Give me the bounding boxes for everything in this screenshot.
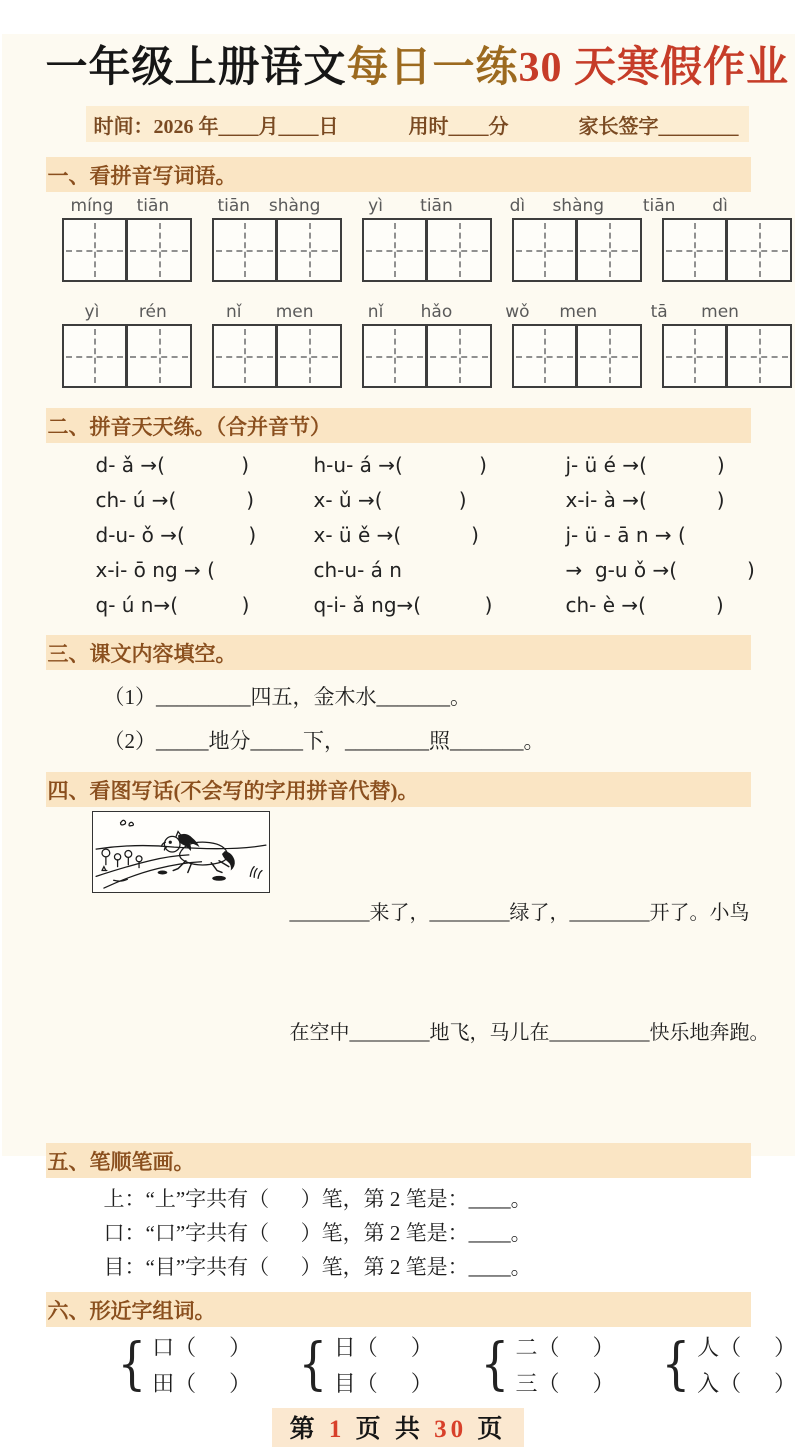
total-pages: 30 [434,1416,468,1443]
section-5-header: 五、笔顺笔画。 [46,1143,751,1178]
syllable-merge-item: ch- ú →( ) [95,488,255,512]
pinyin-syllable: men [559,302,598,322]
writing-cell [577,324,642,388]
brace-icon: { [662,1332,691,1397]
writing-box-pair [512,324,642,388]
page-footer [46,1408,751,1447]
pinyin-syllable: wǒ [505,302,530,322]
syllable-merge-item: h-u- á →( ) [313,453,487,477]
syllable-merge-item: ch-u- á n [313,558,402,582]
pinyin-pair [345,196,467,216]
pinyin-syllable: men [701,302,739,322]
writing-box-pair [62,324,192,388]
footer-suffix: 页 [467,1416,507,1443]
writing-cell [727,218,792,282]
syllable-merge-item: x- ü ě →( ) [313,523,479,547]
page-number: 1 [328,1416,346,1443]
fill-blank-line: ________来了，________绿了，________开了。小鸟 [289,902,750,924]
pinyin-syllable: tā [650,302,668,322]
section-2-header: 二、拼音天天练。（合并音节） [46,408,751,443]
syllable-merge-item: q-i- ǎ ng→( ) [313,593,493,617]
character-pair-column [515,1331,614,1398]
fill-blank-line: （1）_________四五，金木水_______。 [103,685,471,709]
pinyin-pair [203,196,325,216]
writing-box-row-2 [46,324,751,388]
character-pair-group [658,1331,796,1398]
horse-scene-illustration [92,811,270,893]
pinyin-row-1 [46,196,751,216]
pinyin-syllable: nǐ [226,302,242,322]
section-1-header: 一、看拼音写词语。 [46,157,751,192]
writing-box-pair [212,218,342,282]
brace-icon: { [117,1332,146,1397]
writing-cell [127,324,192,388]
pinyin-syllable: tiān [136,196,170,216]
writing-box-pair [512,218,642,282]
pinyin-pair [203,302,325,322]
syllable-merge-item: d-u- ǒ →( ) [95,523,257,547]
section-3-header: 三、课文内容填空。 [46,635,751,670]
word-blank: 三（ ） [515,1371,615,1396]
writing-cell [662,324,727,388]
writing-cell [277,218,342,282]
writing-cell [577,218,642,282]
pinyin-pair [62,302,184,322]
writing-box-pair [662,218,792,282]
word-blank: 入（ ） [697,1371,796,1396]
pinyin-syllable: shàng [552,196,605,216]
character-pair-group [114,1331,252,1398]
writing-cell [277,324,342,388]
pinyin-syllable: rén [138,302,167,322]
syllable-merge-item: x-i- à →( ) [565,488,725,512]
footer-prefix: 第 [289,1416,329,1443]
similar-character-groups [46,1331,796,1398]
writing-cell [362,218,427,282]
stroke-order-line: 口：“口”字共有（ ）笔，第 2 笔是：____。 [103,1221,532,1245]
character-pair-column [152,1331,251,1398]
syllable-merge-item: ch- è →( ) [565,593,724,617]
syllable-merge-item: x- ǔ →( ) [313,488,467,512]
word-blank: 日（ ） [333,1335,433,1360]
pinyin-syllable: shàng [268,196,321,216]
word-blank: 目（ ） [333,1371,433,1396]
writing-cell [427,324,492,388]
pinyin-syllable: tiān [217,196,251,216]
writing-box-pair [212,324,342,388]
syllable-merge-item: x-i- ō ng → ( [95,558,215,582]
pinyin-pair [345,302,467,322]
title-part-daily-practice: 每日一练 [346,45,519,91]
brace-icon: { [480,1332,509,1397]
writing-cell [727,324,792,388]
character-pair-column [334,1331,433,1398]
writing-cell [212,218,277,282]
writing-cell [427,218,492,282]
character-pair-group [477,1331,615,1398]
fill-blank-line: （2）_____地分_____下，________照_______。 [103,729,545,753]
pinyin-syllable: tiān [642,196,676,216]
pinyin-syllable: dì [712,196,728,216]
fill-blank-line: 在空中________地飞，马儿在__________快乐地奔跑。 [289,1022,770,1044]
word-blank: 田（ ） [152,1371,252,1396]
syllable-merge-item: q- ú n→( ) [95,593,250,617]
writing-box-pair [362,324,492,388]
title-part-grade: 一年级上册语文 [45,45,347,91]
pinyin-pair [629,302,751,322]
picture-writing-block [46,811,770,1133]
pinyin-syllable: men [275,302,314,322]
pinyin-syllable: dì [509,196,526,216]
writing-box-pair [662,324,792,388]
stroke-order-line: 上：“上”字共有（ ）笔，第 2 笔是：____。 [103,1187,532,1211]
writing-cell [62,324,127,388]
pinyin-syllable: nǐ [367,302,384,322]
writing-cell [212,324,277,388]
syllable-merge-item: → g-u ǒ →( ) [565,558,755,582]
character-pair-column [697,1331,796,1398]
meta-duration: 用时____分 [408,116,509,138]
pinyin-pair [487,196,609,216]
pinyin-row-2 [46,302,751,322]
stroke-order-line: 目：“目”字共有（ ）笔，第 2 笔是：____。 [103,1255,532,1279]
word-blank: 口（ ） [152,1335,252,1360]
pinyin-pair [487,302,609,322]
character-pair-group [295,1331,433,1398]
pinyin-syllable: yì [368,196,383,216]
syllable-merge-grid [46,453,755,617]
worksheet-title [45,34,790,94]
syllable-merge-item: j- ü é →( ) [565,453,725,477]
meta-signature: 家长签字________ [578,116,739,138]
pinyin-syllable: hǎo [420,302,453,322]
writing-box-pair [62,218,192,282]
pinyin-syllable: yì [84,302,100,322]
footer-mid: 页 共 [345,1416,435,1443]
picture-writing-lines [290,811,770,1133]
pinyin-pair [62,196,184,216]
pinyin-pair [629,196,751,216]
syllable-merge-item: j- ü - ā n → ( [565,523,686,547]
writing-cell [512,324,577,388]
writing-cell [512,218,577,282]
page-indicator [272,1408,525,1447]
syllable-merge-item: d- ǎ →( ) [95,453,250,477]
pinyin-syllable: tiān [420,196,453,216]
writing-cell [362,324,427,388]
brace-icon: { [298,1332,328,1397]
pinyin-syllable: míng [70,196,114,216]
writing-cell [662,218,727,282]
writing-box-pair [362,218,492,282]
title-part-homework: 30 天寒假作业 [518,45,790,91]
word-blank: 人（ ） [697,1335,796,1360]
section-4-header: 四、看图写话(不会写的字用拼音代替)。 [46,772,751,807]
section-6-header: 六、形近字组词。 [46,1292,751,1327]
writing-box-row-1 [46,218,751,282]
meta-time: 时间：2026 年____月____日 [93,116,339,138]
word-blank: 二（ ） [515,1335,615,1360]
worksheet-page [2,34,796,1443]
writing-cell [127,218,192,282]
meta-strip [86,106,749,142]
writing-cell [62,218,127,282]
